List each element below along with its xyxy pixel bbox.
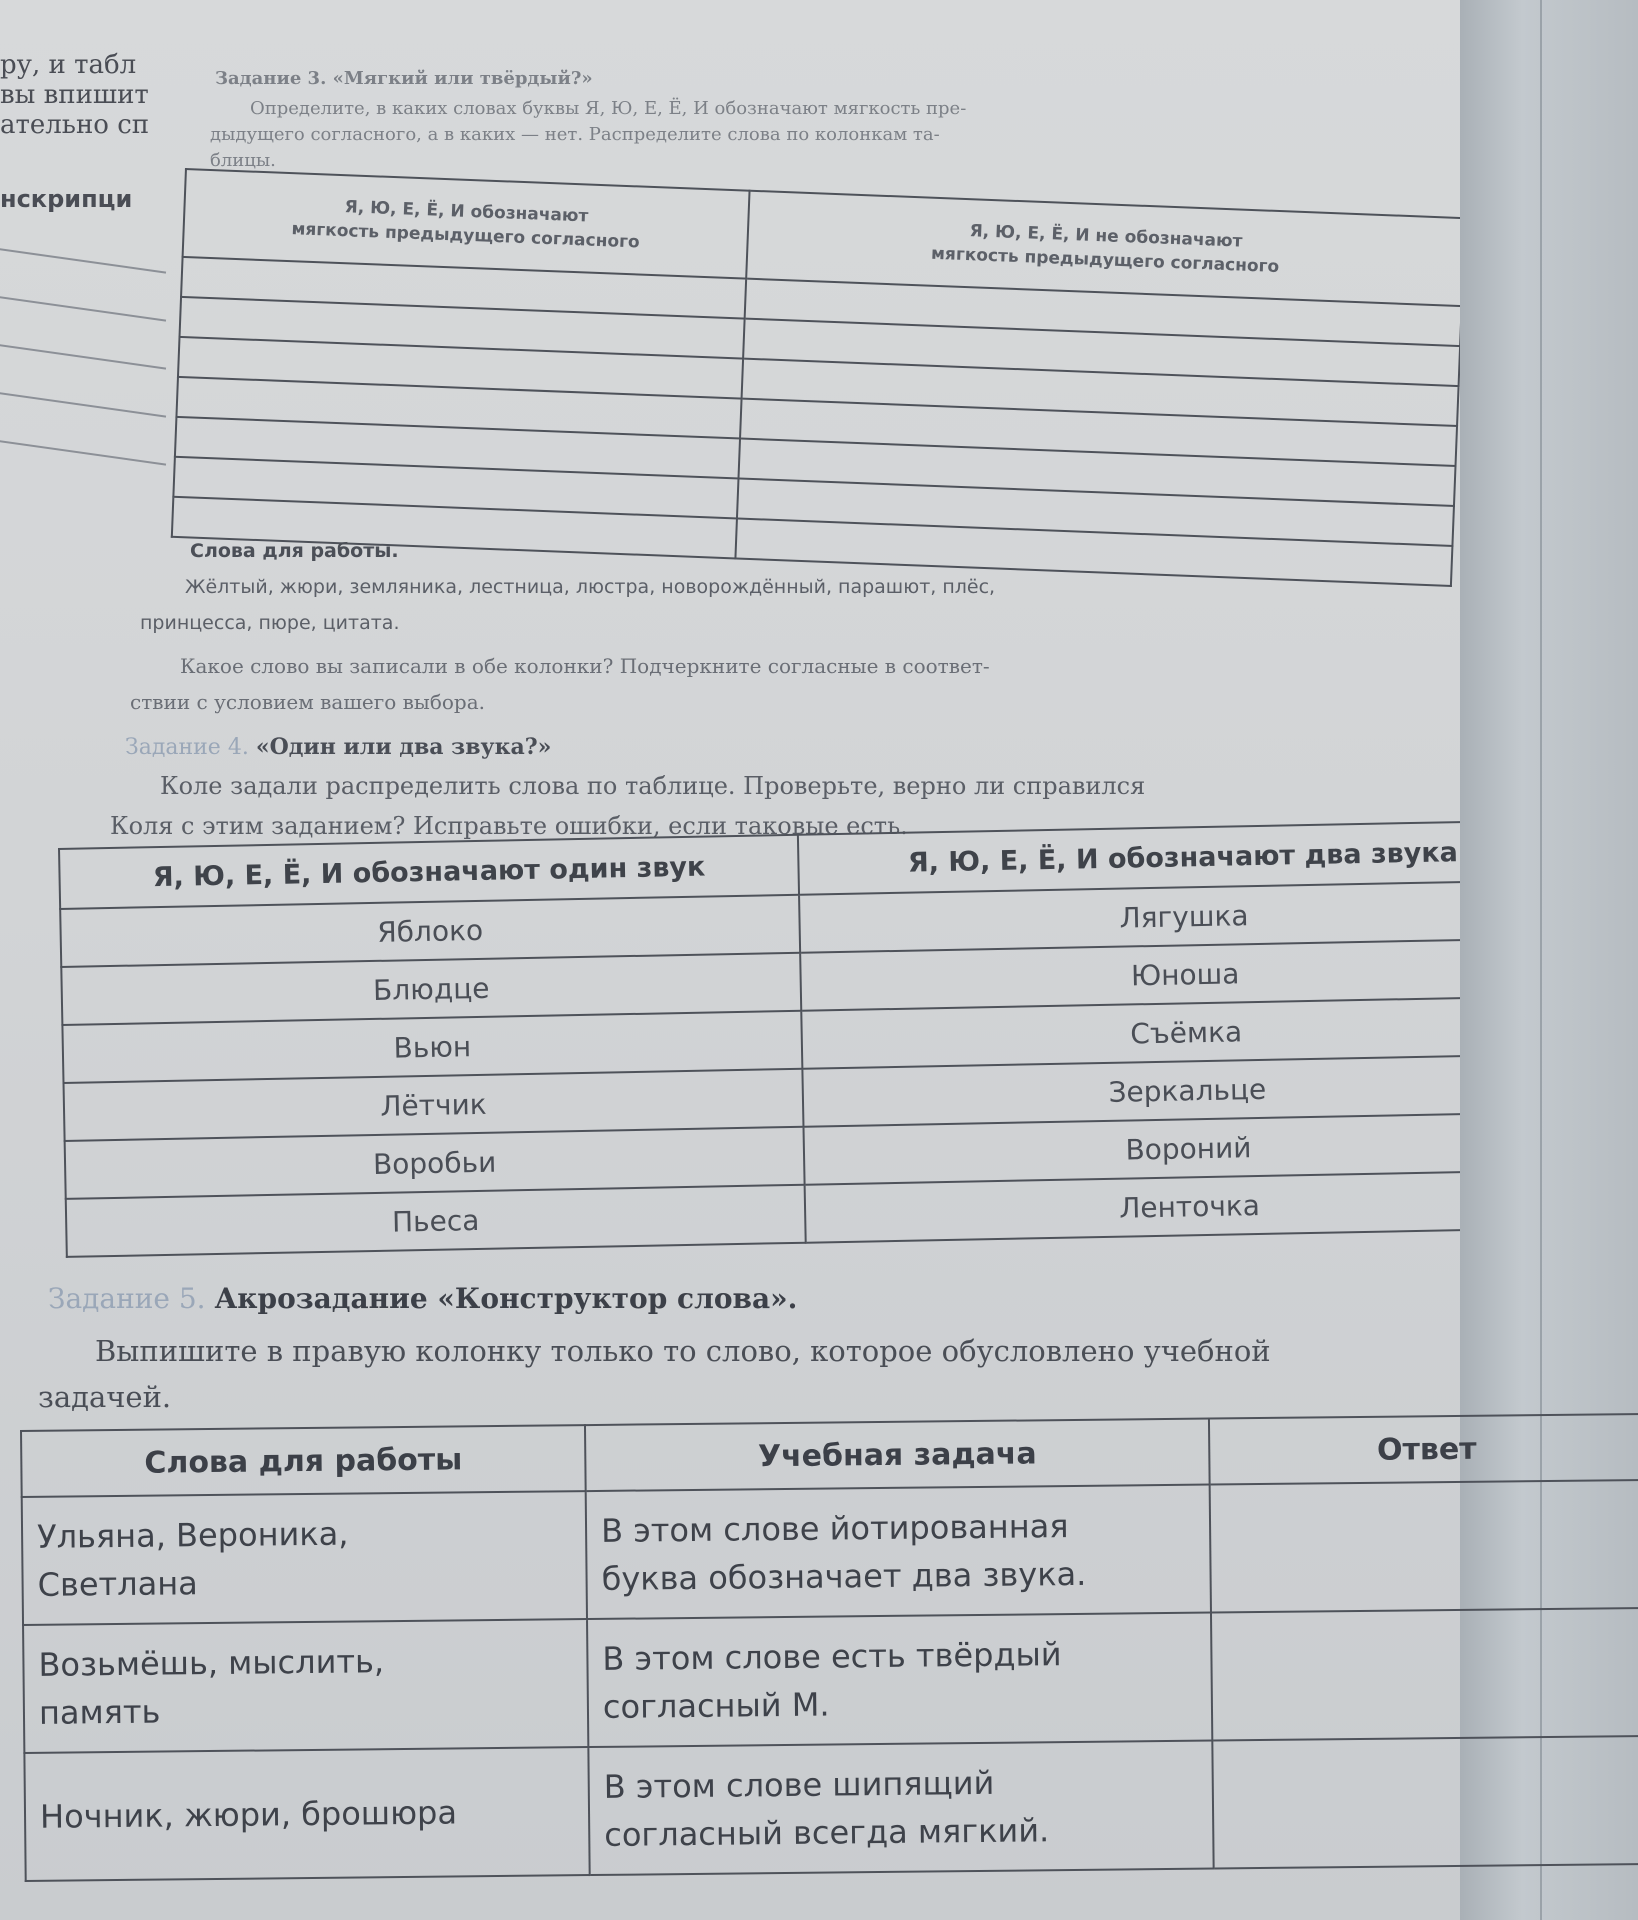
task4-text: Коле задали распределить слова по таблице. Проверьте, верно ли справился xyxy=(160,772,1146,800)
word-cell: Ленточка xyxy=(805,1170,1480,1243)
task3-text: дыдущего согласного, а в каких — нет. Распределите слова по колонкам та- xyxy=(210,124,940,145)
task4-col-header: Я, Ю, Е, Ё, И обозначают один звук xyxy=(59,835,799,909)
task4-heading xyxy=(125,734,551,760)
task5-text: Выпишите в правую колонку только то слово, которое обусловлено учебной xyxy=(95,1334,1271,1368)
left-fragment-line: вы впишит xyxy=(0,80,149,110)
word-cell: Пьеса xyxy=(66,1185,806,1257)
word-cell: Зеркальце xyxy=(802,1054,1480,1127)
table-row xyxy=(23,1608,1638,1753)
header-line: мягкость предыдущего согласного xyxy=(291,219,640,253)
header-line: Я, Ю, Е, Ё, И обозначают xyxy=(344,197,589,227)
answer-cell[interactable] xyxy=(1211,1608,1638,1741)
cell-line: Ночник, жюри, брошюра xyxy=(39,1793,458,1836)
task4-title: «Один или два звука?» xyxy=(255,734,552,760)
task4-text: Коля с этим заданием? Исправьте ошибки, если таковые есть. xyxy=(110,812,908,840)
words-list: Жёлтый, жюри, земляника, лестница, люстра, новорождённый, парашют, плёс, xyxy=(185,576,996,598)
task5-col-header: Учебная задача xyxy=(585,1419,1210,1492)
task5-label: Задание 5. xyxy=(48,1282,206,1315)
word-cell: Лётчик xyxy=(64,1069,804,1141)
task4-label: Задание 4. xyxy=(125,735,249,760)
words-list: принцесса, пюре, цитата. xyxy=(140,612,400,634)
task5-text: задачей. xyxy=(38,1380,172,1414)
words-cell xyxy=(24,1747,589,1881)
task3-text: блицы. xyxy=(210,150,276,171)
word-cell: Блюдце xyxy=(61,953,801,1025)
answer-cell[interactable] xyxy=(1212,1736,1638,1869)
table-row xyxy=(22,1480,1638,1625)
task3-text: Определите, в каких словах буквы Я, Ю, Е, Ё, И обозначают мягкость пре- xyxy=(250,98,967,119)
cell-line: Ульяна, Вероника, xyxy=(36,1514,349,1556)
task-cell xyxy=(586,1485,1211,1620)
cell-line: В этом слове шипящий xyxy=(603,1763,995,1806)
word-cell: Вороний xyxy=(803,1112,1480,1185)
cell-line: В этом слове йотированная xyxy=(600,1507,1069,1550)
left-fragment-line: ру, и табл xyxy=(0,50,137,80)
task3-title: Задание 3. «Мягкий или твёрдый?» xyxy=(215,68,593,89)
task3-question: Какое слово вы записали в обе колонки? Подчеркните согласные в соответ- xyxy=(180,654,990,678)
word-cell: Лягушка xyxy=(799,880,1480,953)
header-line: Я, Ю, Е, Ё, И не обозначают xyxy=(969,221,1243,252)
cell-line: согласный всегда мягкий. xyxy=(604,1811,1050,1854)
task-cell xyxy=(588,1741,1213,1876)
task5-col-header: Слова для работы xyxy=(21,1425,586,1497)
task5-table xyxy=(20,1413,1638,1882)
answer-cell[interactable] xyxy=(1210,1480,1638,1613)
left-page-fragment xyxy=(0,50,175,570)
task5-title: Акрозадание «Конструктор слова». xyxy=(214,1282,798,1315)
cell-line: согласный М. xyxy=(602,1685,830,1726)
words-cell xyxy=(22,1491,587,1625)
word-cell: Вьюн xyxy=(62,1011,802,1083)
words-title: Слова для работы. xyxy=(190,540,399,562)
task5-heading xyxy=(48,1282,797,1315)
task3-table xyxy=(171,168,1466,587)
task4-col-header: Я, Ю, Е, Ё, И обозначают два звука xyxy=(798,820,1480,895)
table-row xyxy=(24,1736,1638,1881)
word-cell: Воробьи xyxy=(65,1127,805,1199)
cell-line: В этом слове есть твёрдый xyxy=(602,1635,1062,1678)
word-cell: Юноша xyxy=(800,938,1480,1011)
task-cell xyxy=(587,1613,1212,1748)
header-line: мягкость предыдущего согласного xyxy=(930,243,1280,278)
task3-question: ствии с условием вашего выбора. xyxy=(130,690,485,714)
cell-line: буква обозначает два звука. xyxy=(601,1554,1087,1598)
cell-line: память xyxy=(38,1692,161,1732)
task4-table xyxy=(58,819,1480,1258)
word-cell: Яблоко xyxy=(60,895,800,967)
task5-col-header: Ответ xyxy=(1209,1414,1638,1485)
cell-line: Светлана xyxy=(37,1564,198,1604)
left-fragment-bold: нскрипци xyxy=(0,185,133,213)
cell-line: Возьмёшь, мыслить, xyxy=(38,1642,385,1684)
words-cell xyxy=(23,1619,588,1753)
left-fragment-line: ательно сп xyxy=(0,110,150,140)
word-cell: Съёмка xyxy=(801,996,1480,1069)
